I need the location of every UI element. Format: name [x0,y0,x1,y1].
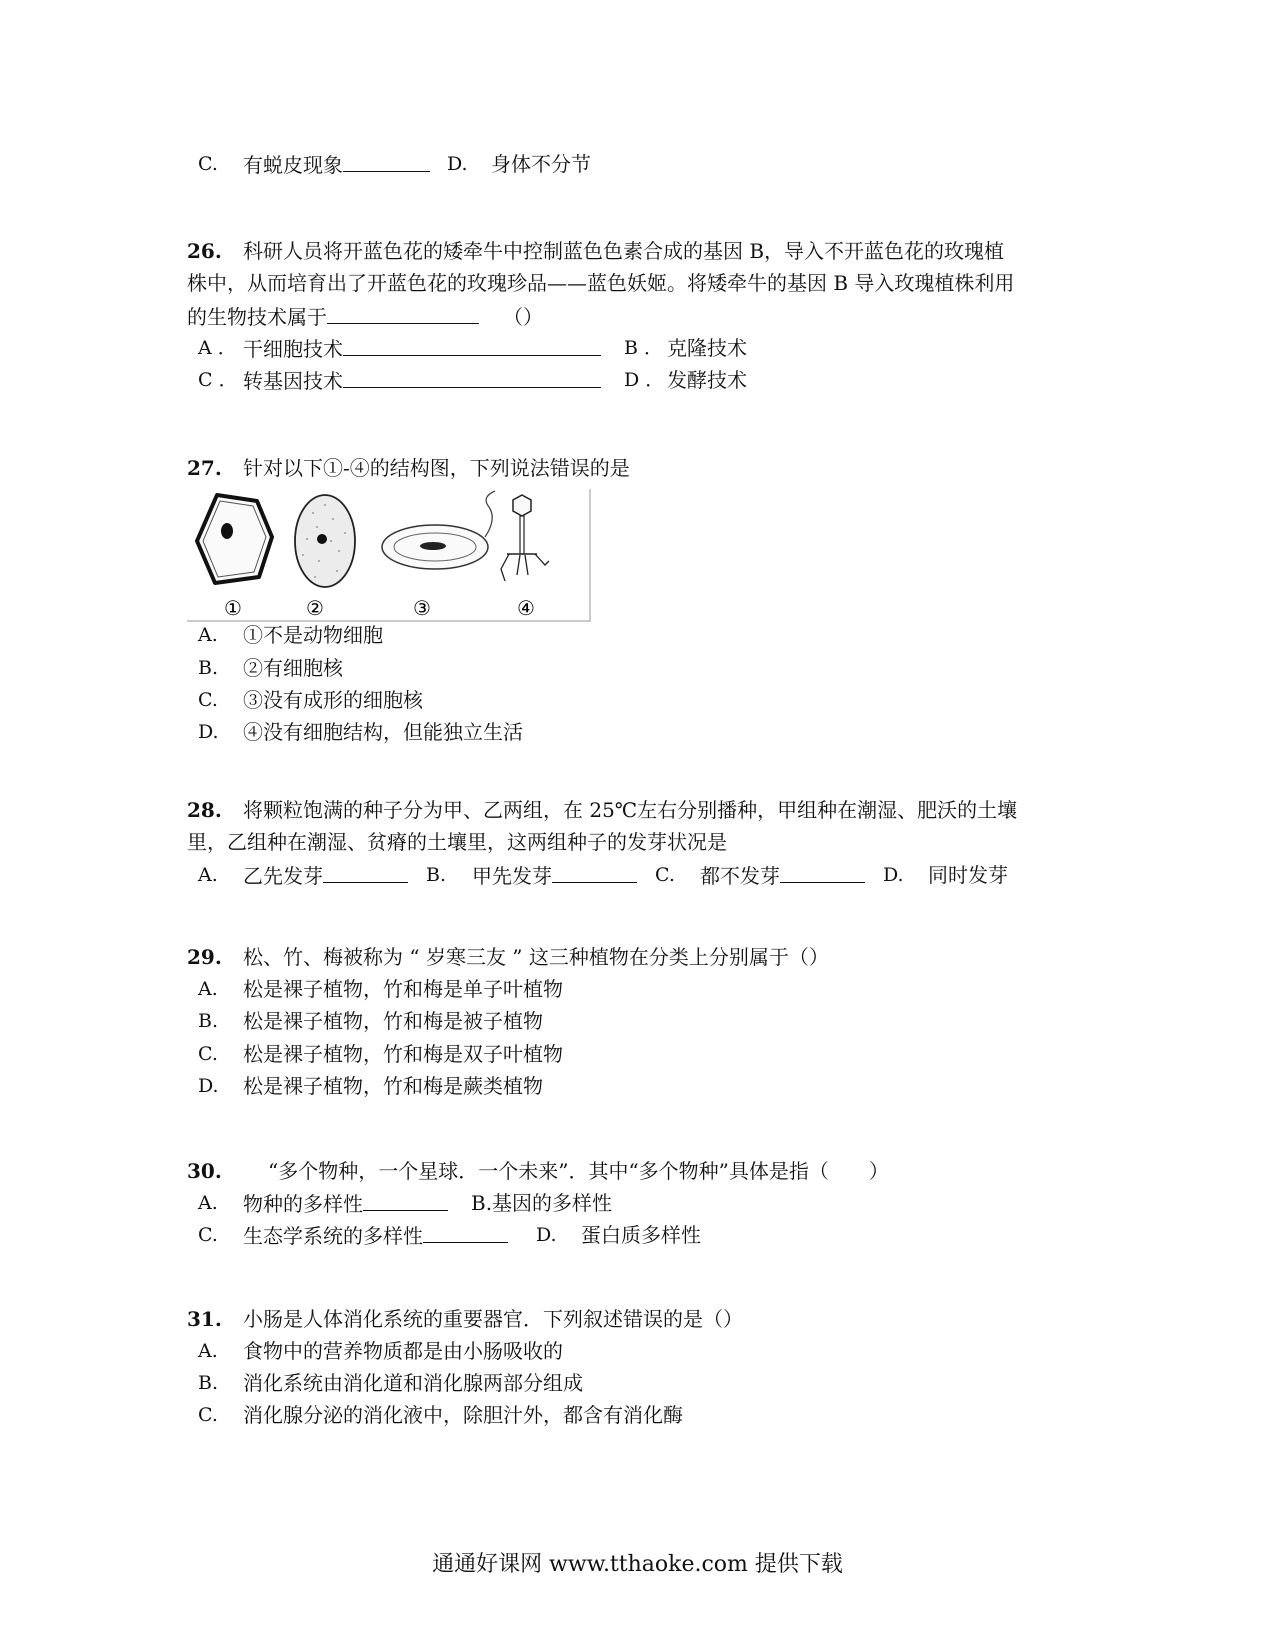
option-letter: D. [198,721,219,743]
page-footer: 通通好课网 www.tthaoke.com 提供下载 [432,1552,843,1577]
option-text: 松是裸子植物，竹和梅是单子叶植物 [243,977,563,1001]
question-stem: 针对以下①-④的结构图，下列说法错误的是 [243,456,630,480]
option-letter: B. [198,1372,219,1394]
option-letter: B. [426,864,447,886]
option-text: 干细胞技术 [243,335,601,362]
option-text: 松是裸子植物，竹和梅是蕨类植物 [243,1074,543,1098]
option-letter: B ． [624,337,664,359]
question-number: 31. [187,1307,222,1331]
question-stem: 松、竹、梅被称为 “ 岁寒三友 ” 这三种植物在分类上分别属于（） [243,945,829,969]
option-text: 蛋白质多样性 [581,1223,701,1247]
option-text: ④没有细胞结构，但能独立生活 [243,720,523,744]
question-number: 27. [187,456,222,480]
option-text: B.基因的多样性 [471,1191,613,1215]
option-letter: C. [198,153,218,175]
option-text: ①不是动物细胞 [243,623,383,647]
option-letter: A ． [198,337,237,359]
option-letter: C. [198,689,218,711]
question-stem: 科研人员将开蓝色花的矮牵牛中控制蓝色色素合成的基因 B，导入不开蓝色花的玫瑰植 [243,239,1005,263]
option-letter: B. [198,657,219,679]
option-text: ②有细胞核 [243,656,343,680]
answer-blank [343,335,601,356]
cell-structure-figure [187,489,592,622]
answer-blank [343,367,601,388]
question-number: 26. [187,239,222,263]
question-stem: 株中，从而培育出了开蓝色花的玫瑰珍品——蓝色妖姬。将矮牵牛的基因 B 导入玫瑰植株利用 [187,271,1015,295]
option-letter: A. [198,978,218,1000]
answer-blank [323,862,408,883]
option-text: 甲先发芽 [472,862,637,889]
option-letter: C. [198,1043,218,1065]
figure-caption: ① [224,596,242,620]
question-stem: 将颗粒饱满的种子分为甲、乙两组，在 25℃左右分别播种，甲组种在潮湿、肥沃的土壤 [243,798,1018,822]
figure-caption: ④ [517,596,535,620]
option-text: 消化系统由消化道和消化腺两部分组成 [243,1371,583,1395]
question-number: 28. [187,798,222,822]
option-letter: D. [883,864,904,886]
option-text: 有蜕皮现象 [243,151,430,178]
option-letter: C ． [198,369,238,391]
question-stem: 里，乙组种在潮湿、贫瘠的土壤里，这两组种子的发芽状况是 [187,830,727,854]
question-number: 30. [187,1159,222,1183]
question-stem: 的生物技术属于 （） [187,305,543,329]
plant-cell-icon [197,495,272,583]
question-number: 29. [187,945,222,969]
option-text: ③没有成形的细胞核 [243,688,423,712]
option-text: 身体不分节 [491,152,591,176]
option-letter: D. [198,1075,219,1097]
option-text: 生态学系统的多样性 [243,1222,508,1249]
option-text: 物种的多样性 [243,1190,448,1217]
option-text: 克隆技术 [667,336,747,360]
option-text: 食物中的营养物质都是由小肠吸收的 [243,1339,563,1363]
option-text: 转基因技术 [243,367,601,394]
answer-blank [327,303,479,324]
option-letter: C. [198,1224,218,1246]
option-letter: D. [536,1224,557,1246]
question-stem: 小肠是人体消化系统的重要器官．下列叙述错误的是（） [243,1307,743,1331]
option-letter: A. [198,864,218,886]
question-stem: “多个物种，一个星球．一个未来”．其中“多个物种”具体是指（ ） [268,1159,889,1183]
option-letter: A. [198,1340,218,1362]
option-letter: A. [198,1192,218,1214]
answer-blank [423,1222,508,1243]
answer-blank [363,1190,448,1211]
figure-caption: ② [306,596,324,620]
option-letter: D ． [624,369,665,391]
virus-icon [501,495,549,581]
answer-blank [552,862,637,883]
animal-cell-icon [295,495,355,587]
answer-blank [780,862,865,883]
option-letter: B. [198,1010,219,1032]
option-letter: A. [198,624,218,646]
option-text: 松是裸子植物，竹和梅是被子植物 [243,1009,543,1033]
option-letter: C. [655,864,675,886]
option-text: 松是裸子植物，竹和梅是双子叶植物 [243,1042,563,1066]
option-text: 发酵技术 [667,368,747,392]
answer-blank [343,151,430,172]
option-text: 都不发芽 [700,862,865,889]
option-letter: D. [447,153,468,175]
option-text: 乙先发芽 [243,862,408,889]
option-letter: C. [198,1404,218,1426]
option-text: 同时发芽 [928,863,1008,887]
bacterium-icon [382,491,495,569]
option-text: 消化腺分泌的消化液中，除胆汁外，都含有消化酶 [243,1403,683,1427]
figure-caption: ③ [413,596,431,620]
